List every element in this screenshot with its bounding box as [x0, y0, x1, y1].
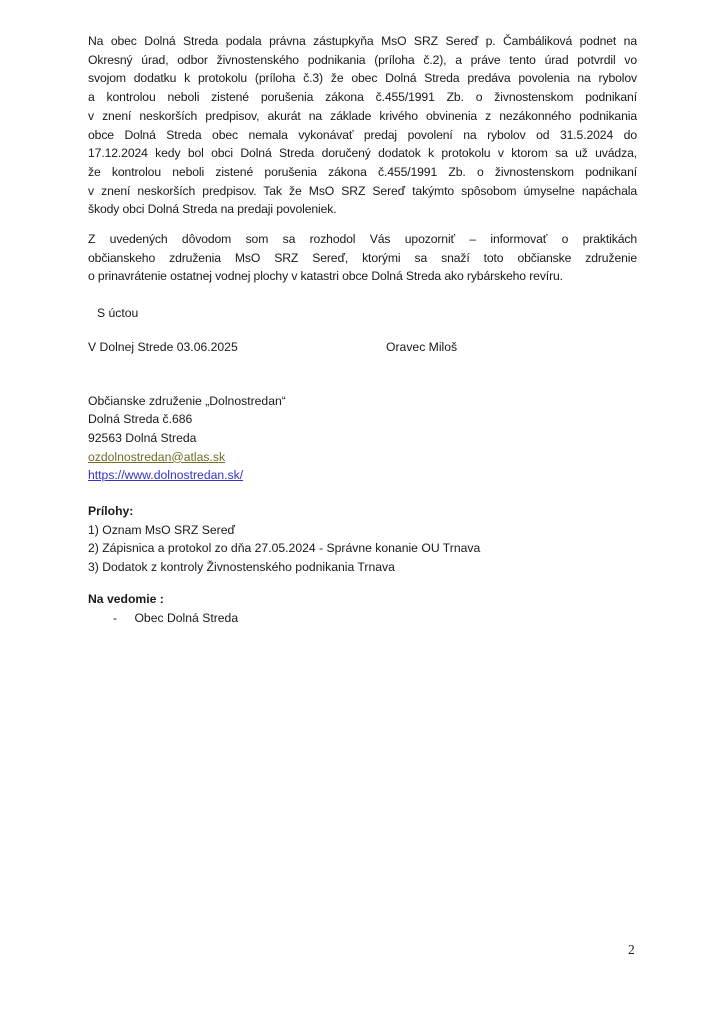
- text-line: Z uvedených dôvodom som sa rozhodol Vás upozorniť – informovať o praktikách: [88, 232, 637, 247]
- text-line: škody obci Dolná Streda na predaji povoleniek.: [88, 202, 337, 217]
- dash-bullet: -: [113, 610, 118, 625]
- page-number: 2: [628, 942, 635, 957]
- cc-heading: Na vedomie :: [88, 591, 164, 606]
- website-link[interactable]: https://www.dolnostredan.sk/: [88, 468, 244, 483]
- text-line: že kontrolou neboli zistené porušenia zákona č.455/1991 Zb. o živnostenskom podnikaní: [88, 164, 637, 179]
- closing-salutation: S úctou: [97, 306, 139, 321]
- sender-street: Dolná Streda č.686: [88, 412, 193, 427]
- body-paragraph-1: [88, 32, 637, 219]
- sender-organization: Občianske združenie „Dolnostredan“: [88, 393, 286, 408]
- text-line: v znení neskorších predpisov. Tak že MsO SRZ Sereď takýmto spôsobom úmyselne napáchala: [88, 183, 637, 198]
- attachment-item: 2) Zápisnica a protokol zo dňa 27.05.2024 - Správne konanie OU Trnava: [88, 541, 481, 556]
- sender-email-row: [88, 448, 637, 467]
- attachments-section: [88, 502, 637, 577]
- text-line: o prinavrátenie ostatnej vodnej plochy v katastri obce Dolná Streda ako rybárskeho revíru.: [88, 269, 563, 284]
- text-line: v znení neskorších predpisov, akurát na základe krivého obvinenia z nezákonného podnikania: [88, 108, 637, 123]
- text-line: a kontrolou neboli zistené porušenia zákona č.455/1991 Zb. o živnostenskom podnikaní: [88, 90, 637, 105]
- signature-name: Oravec Miloš: [386, 339, 458, 354]
- text-line: občianskeho združenia MsO SRZ Sereď, ktorými sa snaží toto občianske združenie: [88, 250, 637, 265]
- cc-item-row: [88, 609, 637, 628]
- sender-address-block: [88, 392, 637, 486]
- text-line: Okresný úrad, odbor živnostenského podnikania (príloha č.2), a práve tento úrad potvrdil vo: [88, 52, 637, 67]
- body-paragraph-2: [88, 230, 637, 286]
- place-date-row: [88, 338, 637, 357]
- attachment-item: 1) Oznam MsO SRZ Sereď: [88, 522, 235, 537]
- sender-website-row: [88, 466, 637, 485]
- text-line: Na obec Dolná Streda podala právna zástupkyňa MsO SRZ Sereď p. Čambáliková podnet na: [88, 34, 637, 48]
- sender-city: 92563 Dolná Streda: [88, 430, 197, 445]
- cc-item: Obec Dolná Streda: [134, 610, 239, 625]
- attachment-item: 3) Dodatok z kontroly Živnostenského podnikania Trnava: [88, 560, 395, 575]
- letter-content: [88, 32, 637, 627]
- attachments-heading: Prílohy:: [88, 504, 134, 519]
- text-line: 17.12.2024 kedy bol obci Dolná Streda doručený dodatok k protokolu v ktorom sa už uvádza,: [88, 146, 637, 161]
- email-link[interactable]: ozdolnostredan@atlas.sk: [88, 449, 226, 464]
- text-line: svojom dodatku k protokolu (príloha č.3) že obec Dolná Streda predáva povolenia na rybolov: [88, 71, 637, 86]
- text-line: obce Dolná Streda obec nemala vykonávať predaj povolení na rybolov od 31.5.2024 do: [88, 127, 637, 142]
- place-date: V Dolnej Strede 03.06.2025: [88, 339, 238, 354]
- cc-section: [88, 590, 637, 627]
